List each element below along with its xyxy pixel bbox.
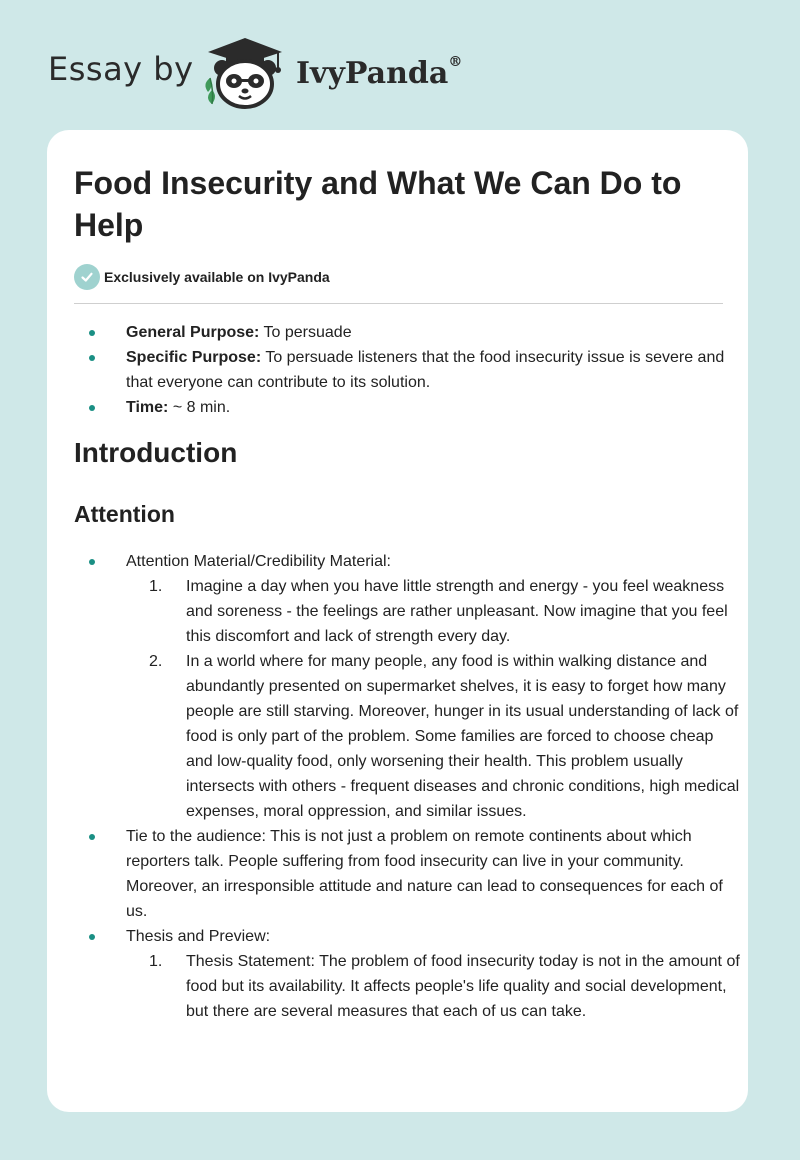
page-title: Food Insecurity and What We Can Do to Help (74, 165, 682, 243)
site-header (0, 0, 800, 130)
list-item-text: Tie to the audience: This is not just a problem on remote continents about which reporters talk. People suffering from food insecurity can live in your community. Moreover, an irresponsible attitude and nature can lead to consequences for each of us. (126, 828, 723, 920)
numbered-list (126, 949, 744, 1024)
general-purpose-value: To persuade (259, 324, 352, 341)
item-number: 2. (149, 653, 163, 670)
numbered-item-text: In a world where for many people, any food is within walking distance and abundantly presented on supermarket shelves, it is easy to forget how many people are still starving. Moreover, hunger in its usual understanding of lack of food is only part of the problem. Some families are forced to choose cheap and low-quality food, only worsening their health. This problem usually intersects with others - frequent diseases and chronic conditions, high medical expenses, moral oppression, and similar issues. (186, 653, 740, 820)
attention-list (74, 549, 744, 1024)
list-item (74, 395, 734, 420)
panda-logo-icon[interactable] (200, 34, 290, 110)
attention-content (74, 549, 744, 1024)
list-item-text: Thesis and Preview: (126, 928, 271, 945)
numbered-list (126, 574, 744, 824)
time-value: ~ 8 min. (168, 399, 231, 416)
item-number: 1. (149, 953, 163, 970)
specific-purpose-value: To persuade listeners that the food insecurity issue is severe and that everyone can contribute to its solution. (126, 349, 725, 391)
numbered-item (126, 649, 744, 824)
list-item (74, 824, 744, 924)
specific-purpose-label: Specific Purpose: (126, 349, 262, 366)
brand-name (296, 56, 462, 91)
heading-introduction: Introduction (74, 437, 238, 468)
heading-attention: Attention (74, 501, 175, 527)
list-item (74, 924, 744, 1024)
item-number: 1. (149, 578, 163, 595)
numbered-item-text: Imagine a day when you have little strength and energy - you feel weakness and soreness - the feelings are rather unpleasant. Now imagine that you feel this discomfort and lack of strength every day. (186, 578, 728, 645)
list-item (74, 320, 734, 345)
check-circle-icon (74, 264, 100, 290)
list-item (74, 549, 744, 824)
document-card (47, 130, 748, 1112)
exclusive-badge (74, 264, 330, 290)
numbered-item (126, 574, 744, 649)
list-item (74, 345, 734, 395)
general-purpose-label: General Purpose: (126, 324, 260, 341)
list-item-text: Attention Material/Credibility Material: (126, 553, 391, 570)
brand-text: IvyPanda (296, 56, 449, 91)
exclusive-text: Exclusively available on IvyPanda (104, 269, 330, 285)
time-label: Time: (126, 399, 169, 416)
registered-mark: ® (448, 54, 463, 70)
purpose-list (74, 320, 734, 420)
essay-by-label: Essay by (48, 50, 194, 88)
numbered-item-text: Thesis Statement: The problem of food insecurity today is not in the amount of food but its availability. It affects people's life quality and social development, but there are several measures that each of us can take. (186, 953, 740, 1020)
numbered-item (126, 949, 744, 1024)
divider (74, 303, 723, 304)
